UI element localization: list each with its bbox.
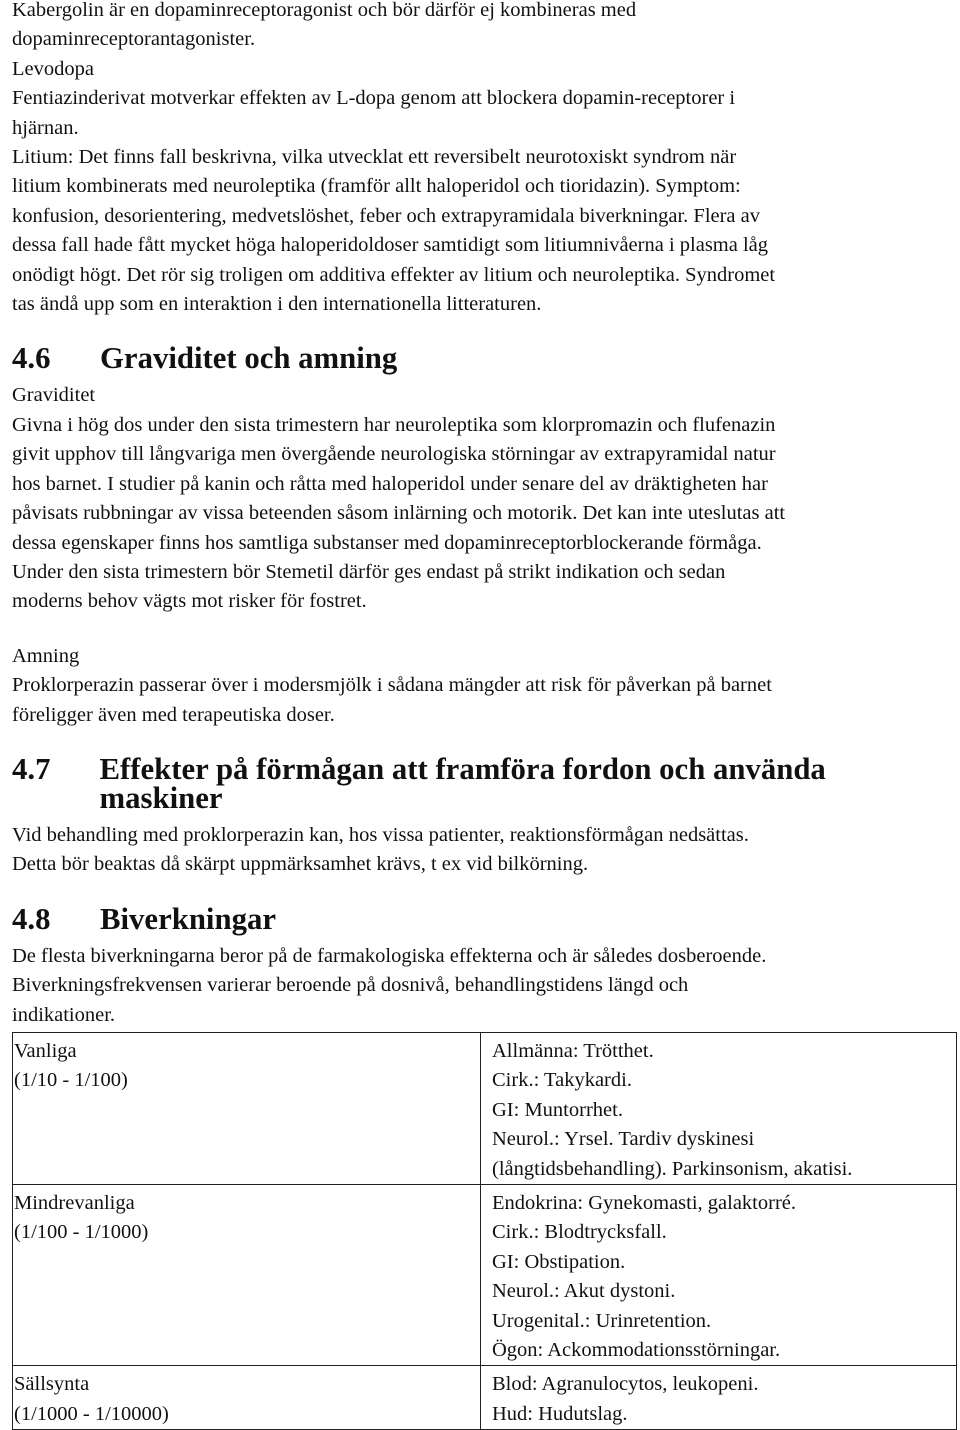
effect-item: Blod: Agranulocytos, leukopeni. xyxy=(492,1373,759,1396)
effect-item: Ögon: Ackommodationsstörningar. xyxy=(492,1339,781,1362)
table-row-sallsynta xyxy=(13,1366,957,1430)
section-heading-4-7 xyxy=(12,751,952,815)
frequency-label: Sällsynta xyxy=(14,1373,90,1396)
effect-item: Urogenital.: Urinretention. xyxy=(492,1309,712,1332)
paragraph-levodopa xyxy=(12,55,952,143)
paragraph-graviditet xyxy=(12,411,952,617)
text-line: Levodopa xyxy=(12,57,94,80)
text-line: hjärnan. xyxy=(12,116,79,139)
section-number: 4.7 xyxy=(12,751,51,786)
effect-item: Endokrina: Gynekomasti, galaktorré. xyxy=(492,1192,796,1215)
table-row-vanliga xyxy=(13,1033,957,1185)
text-line: litium kombinerats med neuroleptika (framför allt haloperidol och tioridazin). Symptom: xyxy=(12,175,741,198)
paragraph-kabergolin xyxy=(12,0,952,55)
text-line: Proklorperazin passerar över i modersmjölk i sådana mängder att risk för påverkan på barnet xyxy=(12,674,772,697)
subheading-amning: Amning xyxy=(12,644,80,667)
section-title: Effekter på förmågan att framföra fordon och använda maskiner xyxy=(99,751,826,815)
text-line: moderns behov vägts mot risker för fostret. xyxy=(12,590,367,613)
paragraph-biverkningar xyxy=(12,942,952,1030)
section-title: Graviditet och amning xyxy=(100,341,398,376)
section-number: 4.6 xyxy=(12,341,51,376)
text-line: givit upphov till långvariga men övergående neurologiska störningar av extrapyramidal natur xyxy=(12,443,776,466)
subheading-graviditet: Graviditet xyxy=(12,384,96,407)
effects-cell xyxy=(481,1033,957,1185)
text-line: indikationer. xyxy=(12,1003,116,1026)
section-heading-4-6 xyxy=(12,341,952,376)
text-line: Under den sista trimestern bör Stemetil därför ges endast på strikt indikation och sedan xyxy=(12,560,726,583)
effect-item: GI: Obstipation. xyxy=(492,1250,626,1273)
text-line: De flesta biverkningarna beror på de farmakologiska effekterna och är således dosberoende. xyxy=(12,944,767,967)
paragraph-litium xyxy=(12,143,952,319)
paragraph-amning xyxy=(12,671,952,730)
effect-item: Cirk.: Takykardi. xyxy=(492,1069,632,1092)
frequency-label: Mindrevanliga xyxy=(14,1192,135,1215)
frequency-range: (1/10 - 1/100) xyxy=(14,1069,128,1092)
section-heading-4-8 xyxy=(12,901,952,936)
table-row-mindrevanliga xyxy=(13,1185,957,1366)
paragraph-fordon xyxy=(12,821,952,880)
adverse-effects-table xyxy=(12,1032,957,1430)
effect-item: Cirk.: Blodtrycksfall. xyxy=(492,1221,667,1244)
text-line: onödigt högt. Det rör sig troligen om additiva effekter av litium och neuroleptika. Syndromet xyxy=(12,263,776,286)
frequency-range: (1/100 - 1/1000) xyxy=(14,1221,149,1244)
text-line: dessa egenskaper finns hos samtliga substanser med dopaminreceptorblockerande förmåga. xyxy=(12,531,762,554)
effect-item: (långtidsbehandling). Parkinsonism, akatisi. xyxy=(492,1157,853,1180)
text-line: konfusion, desorientering, medvetslöshet, feber och extrapyramidala biverkningar. Flera av xyxy=(12,204,761,227)
text-line: påvisats rubbningar av vissa beteenden såsom inlärning och motorik. Det kan inte uteslutas att xyxy=(12,502,786,525)
text-line: Detta bör beaktas då skärpt uppmärksamhet krävs, t ex vid bilkörning. xyxy=(12,853,589,876)
section-title: Biverkningar xyxy=(100,901,276,936)
text-line: Fentiazinderivat motverkar effekten av L-dopa genom att blockera dopamin-receptorer i xyxy=(12,87,736,110)
frequency-cell xyxy=(13,1185,481,1366)
frequency-label: Vanliga xyxy=(14,1040,77,1062)
effect-item: Neurol.: Akut dystoni. xyxy=(492,1280,676,1303)
text-line: Litium: Det finns fall beskrivna, vilka utvecklat ett reversibelt neurotoxiskt syndrom när xyxy=(12,146,737,169)
section-number: 4.8 xyxy=(12,901,51,936)
effect-item: GI: Muntorrhet. xyxy=(492,1098,623,1121)
text-line: föreligger även med terapeutiska doser. xyxy=(12,703,335,726)
text-line: dopaminreceptorantagonister. xyxy=(12,28,256,51)
frequency-range: (1/1000 - 1/10000) xyxy=(14,1402,169,1425)
text-line: Biverkningsfrekvensen varierar beroende på dosnivå, behandlingstidens längd och xyxy=(12,974,689,997)
document-page xyxy=(12,0,952,1425)
text-line: Kabergolin är en dopaminreceptoragonist och bör därför ej kombineras med xyxy=(12,0,637,21)
effects-cell xyxy=(481,1366,957,1430)
text-line: dessa fall hade fått mycket höga haloperidoldoser samtidigt som litiumnivåerna i plasma låg xyxy=(12,234,769,257)
frequency-cell xyxy=(13,1033,481,1185)
text-line: Vid behandling med proklorperazin kan, hos vissa patienter, reaktionsförmågan nedsättas. xyxy=(12,823,749,846)
effect-item: Allmänna: Trötthet. xyxy=(492,1040,654,1062)
text-line: hos barnet. I studier på kanin och råtta med haloperidol under senare del av dräktigheten har xyxy=(12,472,768,495)
text-line: tas ändå upp som en interaktion i den internationella litteraturen. xyxy=(12,293,542,316)
frequency-cell xyxy=(13,1366,481,1430)
text-line: Givna i hög dos under den sista trimestern har neuroleptika som klorpromazin och flufenazin xyxy=(12,413,776,436)
effects-cell xyxy=(481,1185,957,1366)
effect-item: Neurol.: Yrsel. Tardiv dyskinesi xyxy=(492,1128,755,1151)
effect-item: Hud: Hudutslag. xyxy=(492,1402,628,1425)
